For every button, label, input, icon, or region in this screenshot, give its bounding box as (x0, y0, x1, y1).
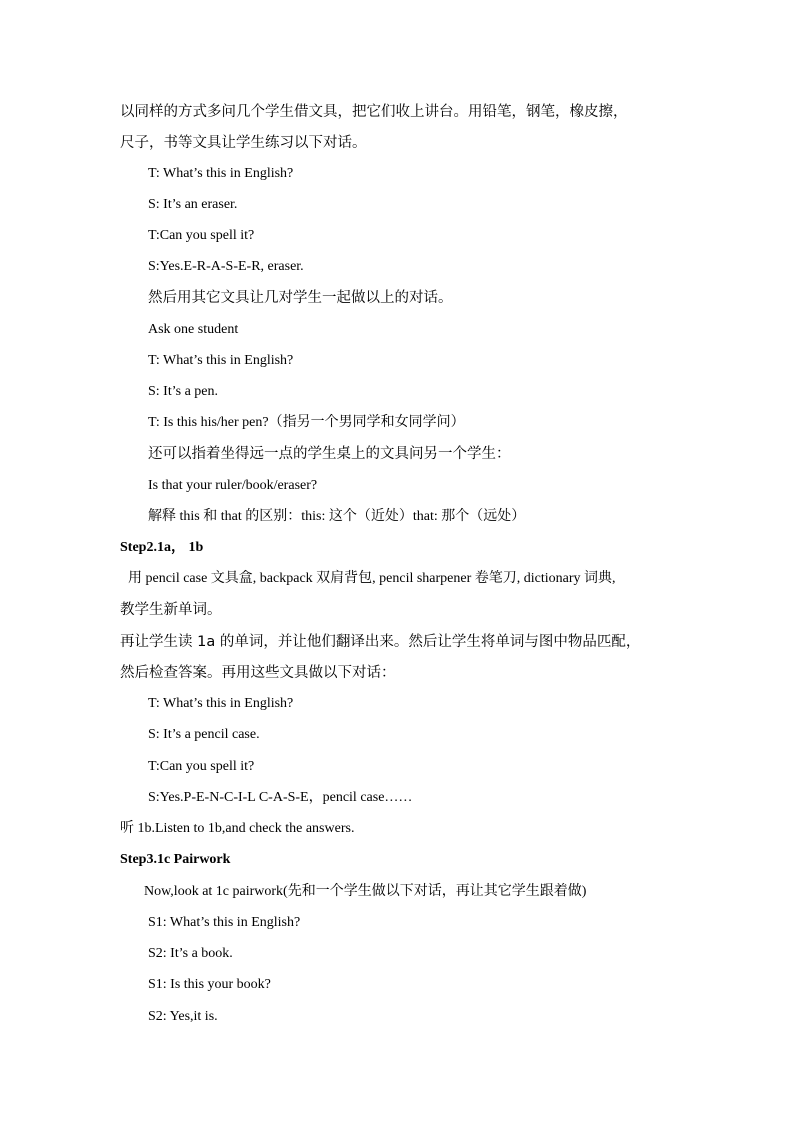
text-line: 还可以指着坐得远一点的学生桌上的文具问另一个学生： (148, 446, 511, 462)
text-line: 再让学生读 1a 的单词，并让他们翻译出来。然后让学生将单词与图中物品匹配， (120, 634, 641, 650)
text-line: 以同样的方式多问几个学生借文具，把它们收上讲台。用铅笔，钢笔，橡皮擦， (120, 104, 628, 120)
dialogue-line: S:Yes.E-R-A-S-E-R, eraser. (148, 259, 304, 274)
dialogue-line: T: What’s this in English? (148, 353, 294, 368)
text-line: 尺子，书等文具让学生练习以下对话。 (120, 135, 367, 151)
text-line: 然后用其它文具让几对学生一起做以上的对话。 (148, 290, 453, 306)
dialogue-line: S: It’s an eraser. (148, 197, 238, 212)
dialogue-line: S: It’s a pencil case. (148, 727, 260, 742)
dialogue-line: S1: Is this your book? (148, 977, 271, 992)
dialogue-line: T: What’s this in English? (148, 166, 294, 181)
text-line: Ask one student (148, 322, 239, 337)
dialogue-line: S: It’s a pen. (148, 384, 218, 399)
dialogue-line: T:Can you spell it? (148, 228, 255, 243)
text-line: 解释 this 和 that 的区别：this: 这个（近处）that: 那个（远处） (148, 509, 526, 524)
dialogue-line: S2: Yes,it is. (148, 1009, 218, 1024)
text-line: 然后检查答案。再用这些文具做以下对话： (120, 665, 396, 681)
text-line: 听 1b.Listen to 1b,and check the answers. (120, 821, 355, 836)
dialogue-line: T:Can you spell it? (148, 759, 255, 774)
dialogue-line: Is that your ruler/book/eraser? (148, 478, 318, 493)
text-line: 教学生新单词。 (120, 602, 222, 618)
text-line: 用 pencil case 文具盒, backpack 双肩背包, pencil sharpener 卷笔刀, dictionary 词典, (128, 571, 616, 586)
dialogue-line: S1: What’s this in English? (148, 915, 301, 930)
dialogue-line: T: Is this his/her pen?（指另一个男同学和女同学问） (148, 415, 465, 430)
step-heading: Step3.1c Pairwork (120, 852, 231, 867)
dialogue-line: S:Yes.P-E-N-C-I-L C-A-S-E，pencil case…… (148, 790, 413, 805)
step-heading: Step2.1a， 1b (120, 540, 204, 555)
dialogue-line: S2: It’s a book. (148, 946, 233, 961)
text-line: Now,look at 1c pairwork(先和一个学生做以下对话，再让其它学生跟着做) (144, 884, 587, 899)
dialogue-line: T: What’s this in English? (148, 696, 294, 711)
